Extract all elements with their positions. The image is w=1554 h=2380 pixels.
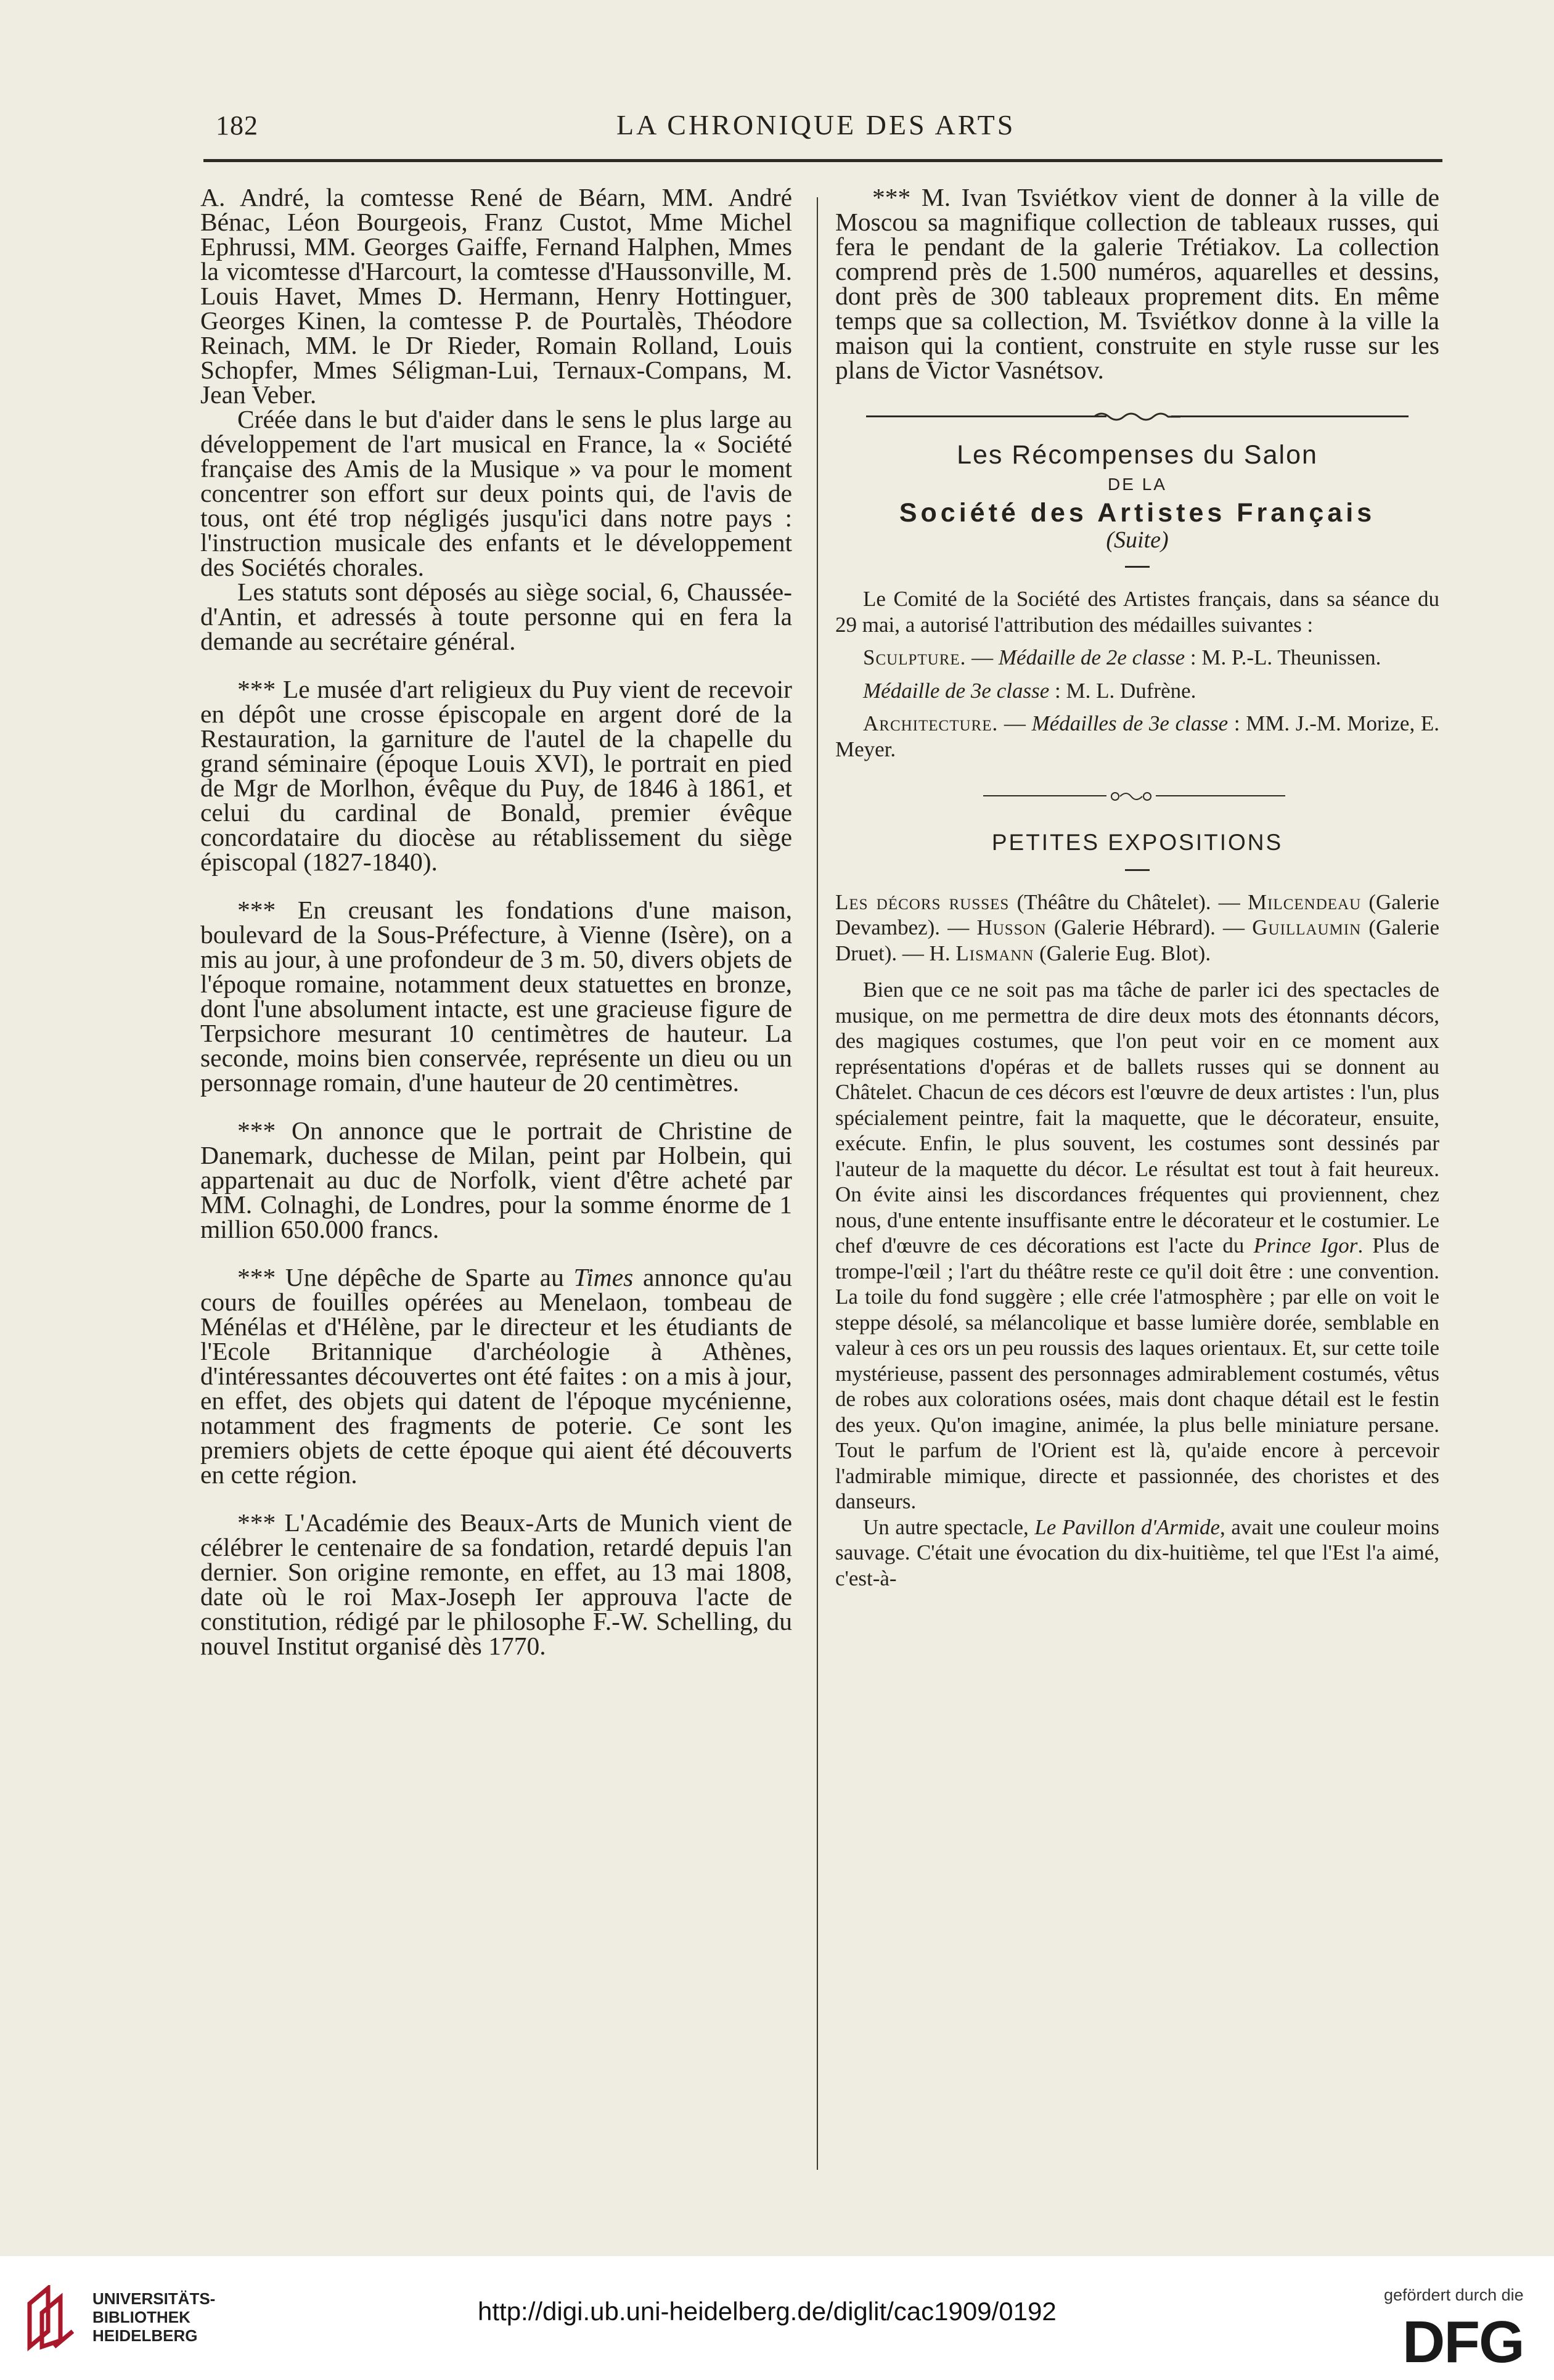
- salon-heading-dela: DE LA: [1108, 475, 1167, 494]
- statutes-paragraph: Les statuts sont déposés au siège social, 6, Chaussée-d'Antin, et adressés à toute personne qui en fera la demande au secrétaire général.: [200, 578, 792, 655]
- pavillon-paragraph: Un autre spectacle, Le Pavillon d'Armide, avait une couleur moins sauvage. C'était une évocation du dix-huitième, tel que l'Est l'a aimé, c'est-à-: [835, 1515, 1440, 1590]
- small-ornament-rule: [835, 787, 1439, 805]
- munich-academy-paragraph: *** L'Académie des Beaux-Arts de Munich vient de célébrer le centenaire de sa fondation, retardé depuis l'an dernier. Son origine remonte, en effet, au 13 mai 1808, date où le roi Max-Joseph Ier approuva l'acte de constitution, rédigé par le philosophe F.-W. Schelling, du nouvel Institut organisé dès 1770.: [200, 1508, 792, 1660]
- header-rule: [203, 159, 1442, 162]
- sculpture-medal-3: Médaille de 3e classe : M. L. Dufrène.: [863, 678, 1196, 703]
- times-title: Times: [573, 1263, 634, 1291]
- right-column: [835, 185, 1439, 1591]
- heading-dash: [1125, 566, 1150, 568]
- society-paragraph: Créée dans le but d'aider dans le sens le plus large au développement de l'art musical en France, la « Société française des Amis de la Musique » va pour le moment concentrer son effort sur deux points qui, de l'avis de tous, ont été trop négligés jusqu'ici dans notre pays : l'instruction musicale des enfants et le développement des Sociétés chorales.: [200, 405, 792, 581]
- left-column: [200, 185, 792, 1658]
- donor-list-paragraph: A. André, la comtesse René de Béarn, MM. André Bénac, Léon Bourgeois, Franz Custot, Mme Michel Ephrussi, MM. Georges Gaiffe, Fernand Halphen, Mmes la vicomtesse d'Harcourt, la comtesse d'Haussonville, M. Louis Havet, Mmes D. Hermann, Henry Hottinguer, Georges Kinen, la comtesse P. de Pourtalès, Théodore Reinach, MM. le Dr Rieder, Romain Rolland, Louis Schopfer, Mmes Séligman-Lui, Ternaux-Compans, M. Jean Veber.: [200, 183, 792, 409]
- sculpture-medal-2: Sculpture. — Médaille de 2e classe : M. P.-L. Theunissen.: [863, 645, 1381, 669]
- medals-section: [835, 586, 1439, 1591]
- tsvietkov-paragraph: *** M. Ivan Tsviétkov vient de donner à la ville de Moscou sa magnifique collection de tableaux russes, qui fera le pendant de la galerie Trétiakov. La collection comprend près de 1.500 numéros, aquarelles et dessins, dont près de 300 tableaux proprement dits. En même temps que sa collection, M. Tsviétkov donne à la ville la maison qui la contient, construite en style russe sur les plans de Victor Vasnétsov.: [835, 183, 1439, 384]
- dfg-logo[interactable]: DFG: [1402, 2309, 1524, 2375]
- salon-heading: Les Récompenses du Salon: [957, 440, 1318, 470]
- suite-label: (Suite): [1106, 527, 1169, 553]
- university-library-name[interactable]: UNIVERSITÄTS- BIBLIOTHEK HEIDELBERG: [92, 2289, 216, 2345]
- puy-museum-paragraph: *** Le musée d'art religieux du Puy vient de recevoir en dépôt une crosse épiscopale en argent doré de la Restauration, la garniture de l'autel de la chapelle du grand séminaire (époque Louis XVI), le portrait en pied de Mgr de Morlhon, évêque du Puy, de 1846 à 1861, et celui du cardinal de Bonald, premier évêque concordataire du diocèse au rétablissement du siège épiscopal (1827-1840).: [200, 675, 792, 876]
- university-library-logo-icon[interactable]: [23, 2285, 85, 2353]
- permalink-url[interactable]: http://digi.ub.uni-heidelberg.de/diglit/cac1909/0192: [478, 2297, 1057, 2326]
- vienne-find-paragraph: *** En creusant les fondations d'une maison, boulevard de la Sous-Préfecture, à Vienne (Isère), on a mis au jour, à une profondeur de 3 m. 50, divers objets de l'époque romaine, notamment deux statuettes en bronze, dont l'une absolument intacte, est une gracieuse figure de Terpsichore mesurant 10 centimètres de hauteur. La seconde, moins bien conservée, représente un dieu ou un personnage romain, d'une hauteur de 20 centimètres.: [200, 896, 792, 1097]
- exhibitions-list: Les décors russes (Théâtre du Châtelet). — Milcendeau (Galerie Devambez). — Husson (Galerie Hébrard). — Guillaumin (Galerie Druet). — H. Lismann (Galerie Eug. Blot).: [835, 889, 1440, 965]
- wave-ornament-icon: [1094, 408, 1180, 424]
- russian-decors-paragraph: Bien que ce ne soit pas ma tâche de parler ici des spectacles de musique, on me permettra de dire deux mots des étonnants décors, des magiques costumes, que l'on peut voir en ce moment aux représentations d'opéras et de ballets russes qui se donnent au Châtelet. Chacun de ces décors est l'œuvre de deux artistes : l'un, plus spécialement peintre, fait la maquette, que le décorateur, ensuite, exécute. Enfin, le plus souvent, les costumes sont dessinés par l'auteur de la maquette du décor. Le résultat est tout à fait heureux. On évite ainsi les discordances fréquentes qui proviennent, chez nous, d'une entente insuffisante entre le décorateur et le costumier. Le chef d'œuvre de ces décorations est l'acte du Prince Igor. Plus de trompe-l'œil ; l'art du théâtre reste ce qu'il doit être : une convention. La toile du fond suggère ; elle crée l'atmosphère ; par elle on voit le steppe désolé, sa mélancolique et basse lumière dorée, semblable en valeur à ces ors un peu roussis des laques orientaux. Et, sur cette toile mystérieuse, passent des personnages admirablement costumés, vêtus de robes aux colorations osées, mais dont chaque détail est le festin des yeux. Qu'on imagine, animée, la plus belle miniature persane. Tout le parfum de l'Orient est là, qu'aide encore à percevoir l'admirable mimique, directe et passionnée, des choristes et des danseurs.: [835, 978, 1439, 1513]
- petites-expositions-heading: PETITES EXPOSITIONS: [991, 830, 1283, 855]
- sparta-text-2: annonce qu'au cours de fouilles opérées au Menelaon, tombeau de Ménélas et d'Hélène, par le directeur et les étudiants de l'Ecole Britannique d'archéologie à Athènes, d'intéressantes découvertes ont été faites : on a mis à jour, en effet, des objets qui datent de l'époque mycénienne, notamment des fragments de poterie. Ce sont les premiers objets de cette époque qui aient été découverts en cette région.: [200, 1263, 792, 1489]
- society-heading: Société des Artistes Français: [899, 498, 1376, 528]
- holbein-portrait-paragraph: *** On annonce que le portrait de Christine de Danemark, duchesse de Milan, peint par Holbein, qui appartenait au duc de Norfolk, vient d'être acheté par MM. Colnaghi, de Londres, pour la somme énorme de 1 million 650.000 francs.: [200, 1116, 792, 1243]
- architecture-medals: Architecture. — Médailles de 3e classe : MM. J.-M. Morize, E. Meyer.: [835, 711, 1439, 761]
- loop-ornament-icon: [1106, 788, 1156, 804]
- running-title: LA CHRONIQUE DES ARTS: [616, 109, 1016, 141]
- sparta-excavation-paragraph: [200, 1265, 792, 1487]
- heading-dash-2: [1125, 869, 1150, 871]
- committee-paragraph: Le Comité de la Société des Artistes français, dans sa séance du 29 mai, a autorisé l'attribution des médailles suivantes :: [835, 587, 1439, 637]
- page-number: 182: [216, 110, 258, 141]
- funded-by-label: gefördert durch die: [1384, 2286, 1524, 2304]
- viewer-footer: [0, 2256, 1554, 2380]
- wave-ornament-rule: [835, 407, 1439, 425]
- column-divider: [817, 197, 818, 2170]
- sparta-text-1: *** Une dépêche de Sparte au: [237, 1263, 574, 1291]
